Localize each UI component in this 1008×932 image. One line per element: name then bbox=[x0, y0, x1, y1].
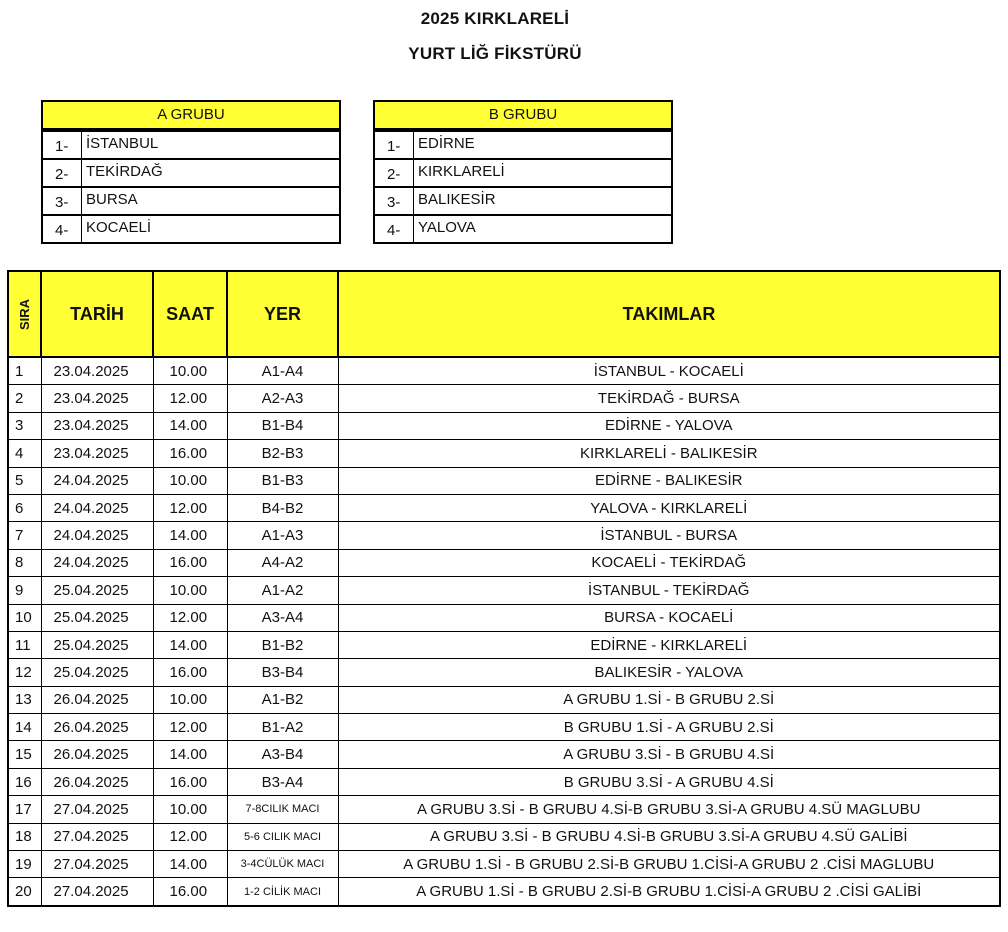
page-title: 2025 KIRKLARELİ bbox=[420, 9, 570, 28]
fixture-body bbox=[8, 357, 1000, 906]
group-team-row bbox=[43, 130, 339, 158]
cell-sira: 10 bbox=[8, 604, 41, 631]
group-team-row bbox=[375, 214, 671, 242]
group-team-row bbox=[375, 130, 671, 158]
cell-sira: 6 bbox=[8, 494, 41, 521]
cell-sira: 7 bbox=[8, 522, 41, 549]
cell-yer: A1-B2 bbox=[227, 686, 338, 713]
cell-saat: 12.00 bbox=[153, 714, 227, 741]
group-team-row bbox=[43, 158, 339, 186]
table-row bbox=[8, 385, 1000, 412]
cell-takimlar: YALOVA - KIRKLARELİ bbox=[338, 494, 1000, 521]
group-b-box bbox=[373, 100, 673, 244]
page-subtitle: YURT LİĞ FİKSTÜRÜ bbox=[408, 44, 582, 63]
cell-sira: 1 bbox=[8, 357, 41, 385]
cell-yer: B4-B2 bbox=[227, 494, 338, 521]
cell-takimlar: İSTANBUL - KOCAELİ bbox=[338, 357, 1000, 385]
cell-tarih: 27.04.2025 bbox=[41, 823, 153, 850]
cell-sira: 14 bbox=[8, 714, 41, 741]
cell-takimlar: BURSA - KOCAELİ bbox=[338, 604, 1000, 631]
table-row bbox=[8, 659, 1000, 686]
cell-takimlar: KOCAELİ - TEKİRDAĞ bbox=[338, 549, 1000, 576]
cell-yer: A1-A3 bbox=[227, 522, 338, 549]
cell-sira: 4 bbox=[8, 440, 41, 467]
table-row bbox=[8, 796, 1000, 823]
table-row bbox=[8, 522, 1000, 549]
cell-saat: 10.00 bbox=[153, 357, 227, 385]
cell-takimlar: B GRUBU 3.Sİ - A GRUBU 4.Sİ bbox=[338, 768, 1000, 795]
cell-tarih: 24.04.2025 bbox=[41, 467, 153, 494]
cell-yer: B1-B2 bbox=[227, 631, 338, 658]
cell-takimlar: B GRUBU 1.Sİ - A GRUBU 2.Sİ bbox=[338, 714, 1000, 741]
table-row bbox=[8, 741, 1000, 768]
cell-saat: 16.00 bbox=[153, 440, 227, 467]
cell-sira: 13 bbox=[8, 686, 41, 713]
table-row bbox=[8, 549, 1000, 576]
cell-yer: 3-4CÜLÜK MACI bbox=[227, 851, 338, 878]
cell-sira: 3 bbox=[8, 412, 41, 439]
cell-takimlar: A GRUBU 1.Sİ - B GRUBU 2.Sİ-B GRUBU 1.CİSİ-A GRUBU 2 .CİSİ MAGLUBU bbox=[338, 851, 1000, 878]
cell-takimlar: A GRUBU 1.Sİ - B GRUBU 2.Sİ bbox=[338, 686, 1000, 713]
column-header-sira bbox=[8, 271, 41, 357]
cell-yer: A1-A4 bbox=[227, 357, 338, 385]
team-name: TEKİRDAĞ bbox=[81, 160, 339, 186]
cell-saat: 14.00 bbox=[153, 412, 227, 439]
cell-saat: 14.00 bbox=[153, 631, 227, 658]
cell-saat: 10.00 bbox=[153, 686, 227, 713]
table-row bbox=[8, 878, 1000, 906]
team-number: 2- bbox=[387, 166, 401, 183]
cell-yer: 7-8CILIK MACI bbox=[227, 796, 338, 823]
group-team-row bbox=[43, 214, 339, 242]
cell-sira: 18 bbox=[8, 823, 41, 850]
cell-sira: 2 bbox=[8, 385, 41, 412]
group-team-row bbox=[375, 158, 671, 186]
team-number: 1- bbox=[387, 138, 401, 155]
cell-tarih: 26.04.2025 bbox=[41, 686, 153, 713]
table-row bbox=[8, 577, 1000, 604]
cell-tarih: 26.04.2025 bbox=[41, 714, 153, 741]
team-number: 4- bbox=[387, 222, 401, 239]
cell-saat: 16.00 bbox=[153, 768, 227, 795]
table-row bbox=[8, 631, 1000, 658]
cell-yer: B2-B3 bbox=[227, 440, 338, 467]
group-team-row bbox=[43, 186, 339, 214]
cell-yer: A1-A2 bbox=[227, 577, 338, 604]
table-row bbox=[8, 494, 1000, 521]
team-number: 2- bbox=[55, 166, 69, 183]
cell-yer: A3-A4 bbox=[227, 604, 338, 631]
cell-sira: 20 bbox=[8, 878, 41, 906]
fixture-header-row bbox=[8, 271, 1000, 357]
cell-tarih: 25.04.2025 bbox=[41, 659, 153, 686]
cell-takimlar: İSTANBUL - BURSA bbox=[338, 522, 1000, 549]
column-header-tarih: TARİH bbox=[41, 271, 153, 357]
cell-yer: B3-B4 bbox=[227, 659, 338, 686]
cell-takimlar: EDİRNE - BALIKESİR bbox=[338, 467, 1000, 494]
cell-yer: B1-B4 bbox=[227, 412, 338, 439]
cell-tarih: 24.04.2025 bbox=[41, 522, 153, 549]
cell-yer: A3-B4 bbox=[227, 741, 338, 768]
column-header-saat: SAAT bbox=[153, 271, 227, 357]
cell-saat: 10.00 bbox=[153, 467, 227, 494]
group-a-header: A GRUBU bbox=[43, 102, 339, 130]
cell-sira: 8 bbox=[8, 549, 41, 576]
cell-saat: 16.00 bbox=[153, 659, 227, 686]
group-b-header: B GRUBU bbox=[375, 102, 671, 130]
team-name: İSTANBUL bbox=[81, 132, 339, 158]
cell-takimlar: A GRUBU 3.Sİ - B GRUBU 4.Sİ-B GRUBU 3.Sİ-A GRUBU 4.SÜ MAGLUBU bbox=[338, 796, 1000, 823]
cell-saat: 16.00 bbox=[153, 878, 227, 906]
cell-takimlar: A GRUBU 1.Sİ - B GRUBU 2.Sİ-B GRUBU 1.CİSİ-A GRUBU 2 .CİSİ GALİBİ bbox=[338, 878, 1000, 906]
cell-saat: 10.00 bbox=[153, 577, 227, 604]
cell-tarih: 27.04.2025 bbox=[41, 878, 153, 906]
team-number: 3- bbox=[387, 194, 401, 211]
cell-sira: 9 bbox=[8, 577, 41, 604]
cell-tarih: 24.04.2025 bbox=[41, 549, 153, 576]
team-name: YALOVA bbox=[413, 216, 671, 242]
team-number: 3- bbox=[55, 194, 69, 211]
cell-sira: 11 bbox=[8, 631, 41, 658]
cell-yer: A4-A2 bbox=[227, 549, 338, 576]
table-row bbox=[8, 357, 1000, 385]
cell-saat: 14.00 bbox=[153, 522, 227, 549]
cell-yer: 1-2 CİLİK MACI bbox=[227, 878, 338, 906]
cell-tarih: 27.04.2025 bbox=[41, 796, 153, 823]
cell-takimlar: KIRKLARELİ - BALIKESİR bbox=[338, 440, 1000, 467]
table-row bbox=[8, 686, 1000, 713]
cell-tarih: 25.04.2025 bbox=[41, 577, 153, 604]
cell-saat: 12.00 bbox=[153, 494, 227, 521]
table-row bbox=[8, 412, 1000, 439]
cell-tarih: 23.04.2025 bbox=[41, 440, 153, 467]
cell-yer: 5-6 CILIK MACI bbox=[227, 823, 338, 850]
cell-takimlar: A GRUBU 3.Sİ - B GRUBU 4.Sİ bbox=[338, 741, 1000, 768]
cell-tarih: 23.04.2025 bbox=[41, 357, 153, 385]
cell-tarih: 23.04.2025 bbox=[41, 385, 153, 412]
cell-sira: 17 bbox=[8, 796, 41, 823]
cell-takimlar: İSTANBUL - TEKİRDAĞ bbox=[338, 577, 1000, 604]
team-name: BURSA bbox=[81, 188, 339, 214]
cell-sira: 15 bbox=[8, 741, 41, 768]
cell-yer: B1-A2 bbox=[227, 714, 338, 741]
cell-tarih: 26.04.2025 bbox=[41, 741, 153, 768]
cell-saat: 12.00 bbox=[153, 604, 227, 631]
group-team-row bbox=[375, 186, 671, 214]
table-row bbox=[8, 714, 1000, 741]
cell-saat: 12.00 bbox=[153, 385, 227, 412]
cell-sira: 12 bbox=[8, 659, 41, 686]
team-number: 1- bbox=[55, 138, 69, 155]
cell-sira: 5 bbox=[8, 467, 41, 494]
cell-takimlar: BALIKESİR - YALOVA bbox=[338, 659, 1000, 686]
cell-tarih: 23.04.2025 bbox=[41, 412, 153, 439]
column-header-takimlar: TAKIMLAR bbox=[338, 271, 1000, 357]
team-name: BALIKESİR bbox=[413, 188, 671, 214]
cell-takimlar: A GRUBU 3.Sİ - B GRUBU 4.Sİ-B GRUBU 3.Sİ-A GRUBU 4.SÜ GALİBİ bbox=[338, 823, 1000, 850]
cell-tarih: 24.04.2025 bbox=[41, 494, 153, 521]
cell-tarih: 25.04.2025 bbox=[41, 604, 153, 631]
cell-saat: 14.00 bbox=[153, 851, 227, 878]
cell-sira: 19 bbox=[8, 851, 41, 878]
table-row bbox=[8, 604, 1000, 631]
team-name: KOCAELİ bbox=[81, 216, 339, 242]
team-name: KIRKLARELİ bbox=[413, 160, 671, 186]
table-row bbox=[8, 440, 1000, 467]
cell-yer: B3-A4 bbox=[227, 768, 338, 795]
cell-takimlar: TEKİRDAĞ - BURSA bbox=[338, 385, 1000, 412]
cell-saat: 16.00 bbox=[153, 549, 227, 576]
cell-takimlar: EDİRNE - YALOVA bbox=[338, 412, 1000, 439]
cell-sira: 16 bbox=[8, 768, 41, 795]
table-row bbox=[8, 768, 1000, 795]
team-name: EDİRNE bbox=[413, 132, 671, 158]
group-a-box bbox=[41, 100, 341, 244]
cell-tarih: 27.04.2025 bbox=[41, 851, 153, 878]
table-row bbox=[8, 823, 1000, 850]
cell-takimlar: EDİRNE - KIRKLARELİ bbox=[338, 631, 1000, 658]
cell-yer: B1-B3 bbox=[227, 467, 338, 494]
table-row bbox=[8, 467, 1000, 494]
cell-tarih: 26.04.2025 bbox=[41, 768, 153, 795]
cell-saat: 12.00 bbox=[153, 823, 227, 850]
column-header-sira-label: SIRA bbox=[17, 298, 33, 330]
cell-tarih: 25.04.2025 bbox=[41, 631, 153, 658]
cell-saat: 14.00 bbox=[153, 741, 227, 768]
team-number: 4- bbox=[55, 222, 69, 239]
cell-yer: A2-A3 bbox=[227, 385, 338, 412]
fixture-table bbox=[7, 270, 1001, 907]
column-header-yer: YER bbox=[227, 271, 338, 357]
cell-saat: 10.00 bbox=[153, 796, 227, 823]
table-row bbox=[8, 851, 1000, 878]
